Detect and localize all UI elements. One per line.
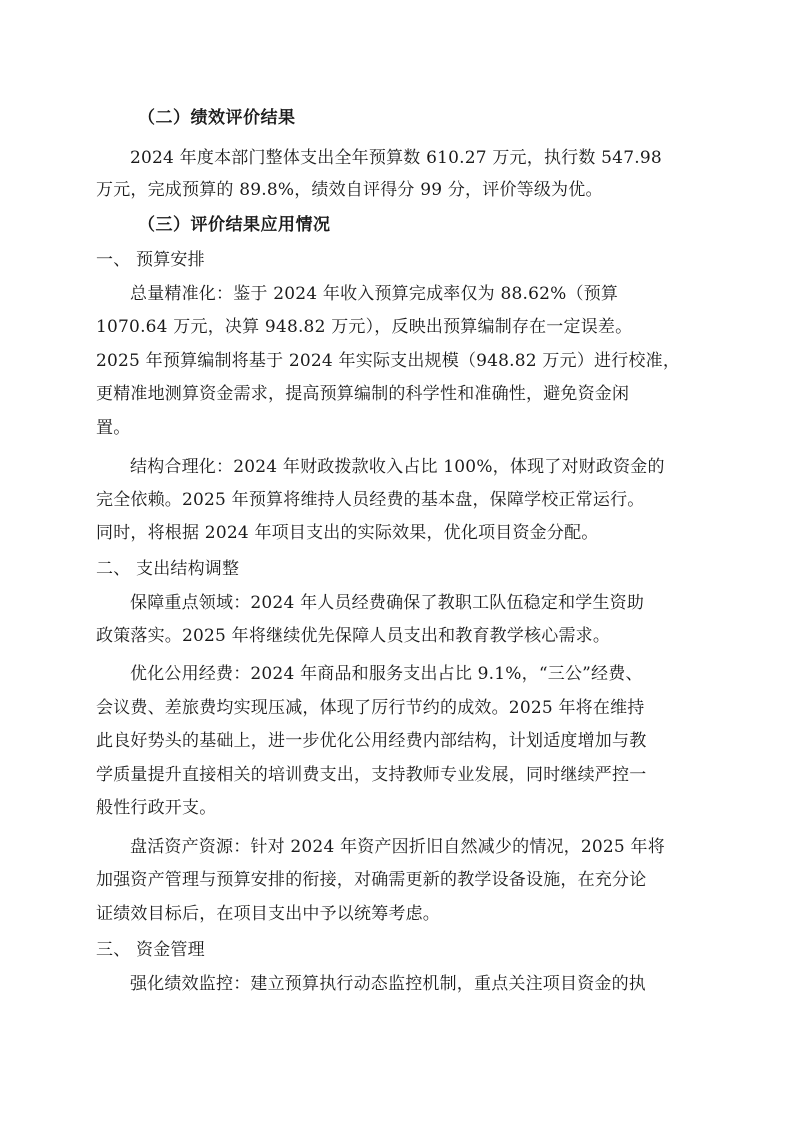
paragraph-line: 万元，完成预算的 89.8%，绩效自评得分 99 分，评价等级为优。 bbox=[96, 180, 603, 200]
paragraph-line: 2025 年预算编制将基于 2024 年实际支出规模（948.82 万元）进行校准， bbox=[96, 351, 681, 371]
heading-performance-result: （二）绩效评价结果 bbox=[138, 108, 296, 128]
paragraph-line: 盘活资产资源：针对 2024 年资产因折旧自然减少的情况，2025 年将 bbox=[130, 837, 665, 857]
paragraph-line: 强化绩效监控：建立预算执行动态监控机制，重点关注项目资金的执 bbox=[130, 974, 646, 994]
paragraph-line: 同时，将根据 2024 年项目支出的实际效果，优化项目资金分配。 bbox=[96, 523, 599, 543]
paragraph-line: 会议费、差旅费均实现压减，体现了厉行节约的成效。2025 年将在维持 bbox=[96, 698, 645, 718]
paragraph-line: 总量精准化：鉴于 2024 年收入预算完成率仅为 88.62%（预算 bbox=[130, 284, 619, 304]
paragraph-line: 2024 年度本部门整体支出全年预算数 610.27 万元，执行数 547.98 bbox=[130, 148, 662, 168]
paragraph-line: 1070.64 万元，决算 948.82 万元），反映出预算编制存在一定误差。 bbox=[96, 317, 633, 337]
paragraph-line: 政策落实。2025 年将继续优先保障人员支出和教育教学核心需求。 bbox=[96, 626, 611, 646]
paragraph-line: 完全依赖。2025 年预算将维持人员经费的基本盘，保障学校正常运行。 bbox=[96, 490, 645, 510]
paragraph-line: 结构合理化：2024 年财政拨款收入占比 100%，体现了对财政资金的 bbox=[130, 457, 665, 477]
paragraph-line: 加强资产管理与预算安排的衔接，对确需更新的教学设备设施，在充分论 bbox=[96, 870, 647, 890]
paragraph-line: 此良好势头的基础上，进一步优化公用经费内部结构，计划适度增加与教 bbox=[96, 731, 647, 751]
paragraph-line: 保障重点领域：2024 年人员经费确保了教职工队伍稳定和学生资助 bbox=[130, 593, 645, 613]
paragraph-line: 优化公用经费：2024 年商品和服务支出占比 9.1%，“三公”经费、 bbox=[130, 664, 643, 684]
paragraph-line: 置。 bbox=[96, 418, 131, 438]
section-title-budget: 一、 预算安排 bbox=[96, 250, 205, 270]
paragraph-line: 证绩效目标后，在项目支出中予以统筹考虑。 bbox=[96, 904, 440, 924]
paragraph-line: 般性行政开支。 bbox=[96, 798, 217, 818]
paragraph-line: 学质量提升直接相关的培训费支出，支持教师专业发展，同时继续严控一 bbox=[96, 765, 647, 785]
paragraph-line: 更精准地测算资金需求，提高预算编制的科学性和准确性，避免资金闲 bbox=[96, 384, 630, 404]
heading-result-application: （三）评价结果应用情况 bbox=[138, 215, 331, 235]
section-title-expenditure-structure: 二、 支出结构调整 bbox=[96, 559, 240, 579]
section-title-fund-management: 三、 资金管理 bbox=[96, 940, 205, 960]
